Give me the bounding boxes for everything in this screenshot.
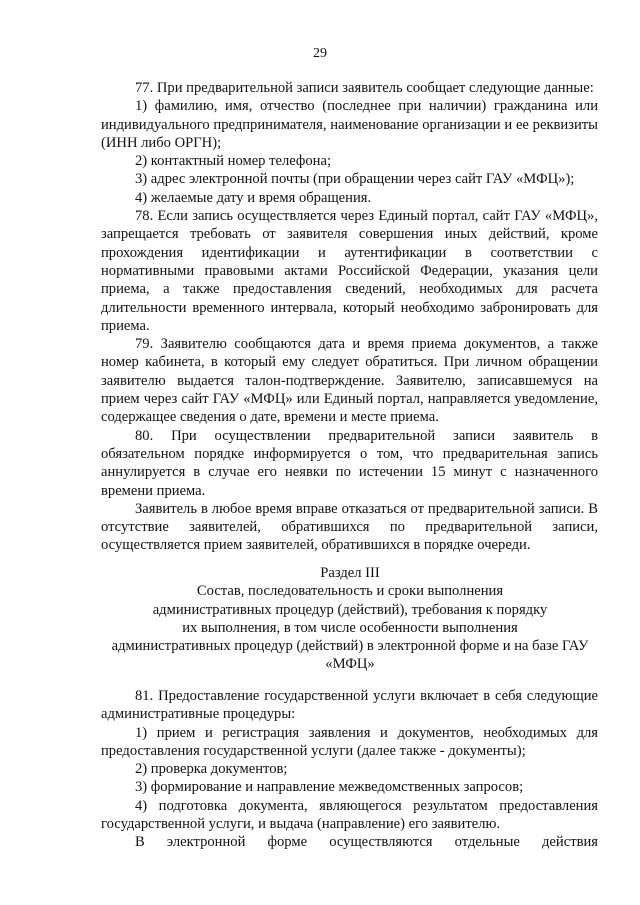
section-heading-line: административных процедур (действий), требования к порядку bbox=[152, 601, 548, 618]
paragraph-77: 77. При предварительной записи заявитель сообщает следующие данные: bbox=[135, 80, 594, 96]
paragraph-81: 81. Предоставление государственной услуги включает в себя следующие административные процедуры: bbox=[101, 688, 598, 723]
list-item-1: 1) фамилию, имя, отчество (последнее при наличии) гражданина или индивидуального предпринимателя, наименование организации и ее реквизиты (ИНН либо ОРГН); bbox=[101, 98, 598, 151]
paragraph-electronic: В электронной форме осуществляются отдельные действия bbox=[135, 834, 598, 851]
procedure-item-1: 1) прием и регистрация заявления и документов, необходимых для предоставления государственной услуги (далее также - документы); bbox=[101, 724, 598, 759]
list-item-2: 2) контактный номер телефона; bbox=[135, 153, 332, 170]
paragraph-79: 79. Заявителю сообщаются дата и время приема документов, а также номер кабинета, в который ему следует обратиться. При личном обращении заявителю выдается талон-подтверждение. Заявителю, записавшемуся на прием через сайт ГАУ «МФЦ» или Единый портал, направляется уведомление, содержащее сведения о дате, времени и месте приема. bbox=[101, 336, 598, 426]
list-item-3: 3) адрес электронной почты (при обращении через сайт ГАУ «МФЦ»); bbox=[135, 171, 575, 188]
section-title: Раздел III bbox=[320, 565, 380, 581]
paragraph-78: 78. Если запись осуществляется через Единый портал, сайт ГАУ «МФЦ», запрещается требовать от заявителя совершения иных действий, кроме прохождения идентификации и аутентификации в соответствии с нормативными правовыми актами Российской Федерации, указания цели приема, а также предоставления сведений, необходимых для расчета длительности временного интервала, который необходимо забронировать для приема. bbox=[101, 208, 598, 334]
section-heading bbox=[90, 564, 610, 674]
section-heading-line: их выполнения, в том числе особенности выполнения bbox=[182, 619, 518, 636]
section-heading-line: «МФЦ» bbox=[325, 656, 375, 673]
page-number: 29 bbox=[313, 46, 327, 61]
procedure-item-4: 4) подготовка документа, являющегося результатом предоставления государственной услуги, и выдача (направление) его заявителю. bbox=[101, 797, 598, 833]
list-item-4: 4) желаемые дату и время обращения. bbox=[135, 189, 372, 206]
procedure-item-3: 3) формирование и направление межведомственных запросов; bbox=[135, 779, 524, 796]
paragraph-80: 80. При осуществлении предварительной записи заявитель в обязательном порядке информируется о том, что предварительная запись аннулируется в случае его неявки по истечении 15 минут с назначенного времени приема. bbox=[101, 427, 598, 499]
paragraph-cancel: Заявитель в любое время вправе отказаться от предварительной записи. В отсутствие заявителей, обратившихся по предварительной записи, осуществляется прием заявителей, обратившихся в порядке очереди. bbox=[101, 500, 598, 554]
section-heading-line: административных процедур (действий) в электронной форме и на базе ГАУ bbox=[111, 638, 589, 655]
procedure-item-2: 2) проверка документов; bbox=[135, 761, 288, 778]
body-text-bottom bbox=[101, 687, 598, 852]
section-heading-line: Состав, последовательность и сроки выполнения bbox=[196, 583, 504, 600]
body-text-top bbox=[101, 79, 598, 555]
